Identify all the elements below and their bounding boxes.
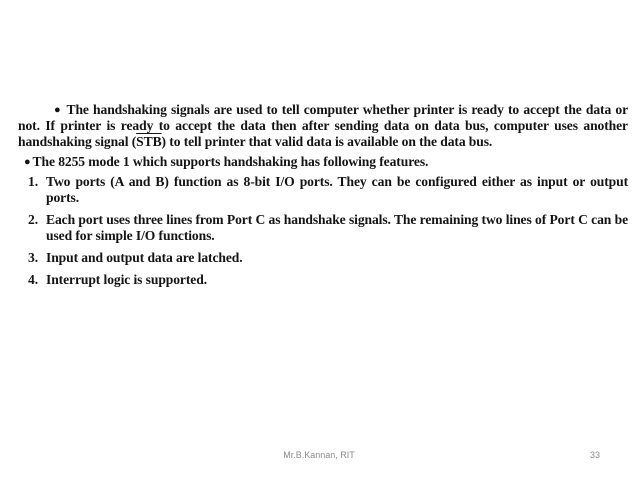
list-item-text: Each port uses three lines from Port C as handshake signals. The remaining two lines of Port C can be used for simple I/O functions. <box>46 212 628 243</box>
footer-author: Mr.B.Kannan, RIT <box>283 450 355 460</box>
list-item-number: 3. <box>28 250 38 265</box>
features-list <box>18 174 628 288</box>
list-item-text: Interrupt logic is supported. <box>46 272 207 287</box>
bullet-icon: ● <box>24 156 31 168</box>
list-item-number: 4. <box>28 272 38 287</box>
list-item <box>28 212 628 244</box>
page-number: 33 <box>589 450 600 460</box>
handshaking-paragraph <box>18 102 628 150</box>
handshaking-text-start: The handshaking signals are used to tell computer whether printer is ready to accept the data or not. If printer is ready to accept the data then after sending data on data bus, computer uses another handshaking signal ( <box>18 102 628 149</box>
list-item-text: Input and output data are latched. <box>46 250 243 265</box>
stb-signal: $\overline{STB}$ <box>136 134 162 149</box>
bullet-icon: ● <box>54 104 61 116</box>
list-item-text: Two ports (A and B) function as 8-bit I/O ports. They can be configured either as input or output ports. <box>46 174 628 205</box>
mode1-paragraph <box>18 154 628 170</box>
list-item <box>28 174 628 206</box>
list-item <box>28 250 628 266</box>
list-item <box>28 272 628 288</box>
handshaking-text-end: ) to tell printer that valid data is available on the data bus. <box>161 134 493 149</box>
list-item-number: 1. <box>28 174 38 189</box>
list-item-number: 2. <box>28 212 38 227</box>
slide-content <box>18 102 628 294</box>
mode1-text: The 8255 mode 1 which supports handshaking has following features. <box>32 154 429 169</box>
